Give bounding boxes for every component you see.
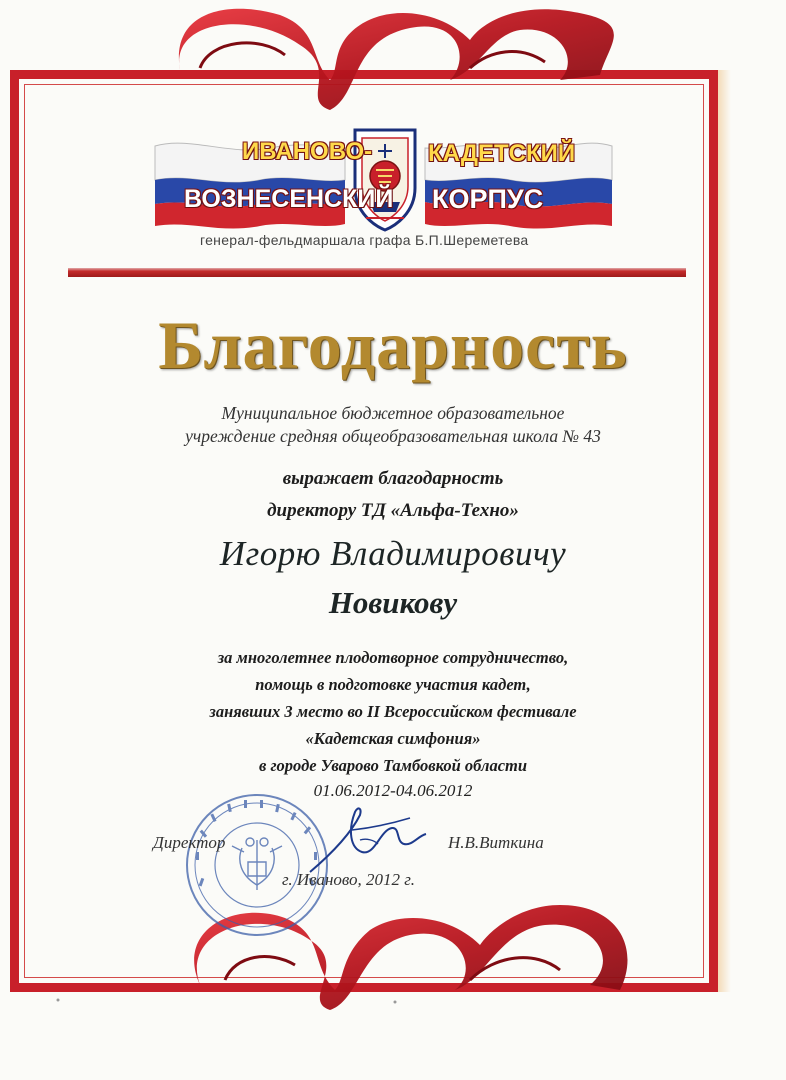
banner-kadetsky: КАДЕТСКИЙ (428, 140, 576, 167)
certificate-title: Благодарность (158, 307, 628, 383)
signature-label: Директор (153, 833, 226, 852)
organization-line-1: Муниципальное бюджетное образовательное (221, 403, 565, 423)
header-divider (68, 268, 686, 277)
banner-voznesensky: ВОЗНЕСЕНСКИЙ (184, 185, 394, 213)
reason-line-2: помощь в подготовке участия кадет, (255, 675, 531, 694)
recipient-position: директору ТД «Альфа-Техно» (267, 500, 519, 521)
recipient-name-last: Новикову (328, 585, 458, 620)
header-subtitle: генерал-фельдмаршала графа Б.П.Шереметева (200, 232, 529, 248)
handwritten-signature-icon (300, 800, 440, 880)
reason-line-3: занявших 3 место во II Всероссийском фестивале (209, 702, 577, 721)
reason-line-4: «Кадетская симфония» (305, 729, 481, 748)
reason-line-1: за многолетнее плодотворное сотрудничество, (217, 648, 569, 667)
event-dates: 01.06.2012-04.06.2012 (313, 781, 473, 800)
top-ribbon (179, 9, 614, 110)
signatory-name: Н.В.Виткина (448, 833, 544, 852)
banner-ivanovo: ИВАНОВО- (242, 138, 373, 165)
flag-icon (150, 118, 620, 240)
reason-line-5: в городе Уварово Тамбовкой области (258, 756, 528, 775)
recipient-name-first: Игорю Владимировичу (219, 534, 567, 573)
organization-line-2: учреждение средняя общеобразовательная школа № 43 (185, 426, 601, 446)
corps-emblem-banner (150, 118, 620, 240)
place-and-year: г. Иваново, 2012 г. (282, 870, 415, 889)
banner-korpus: КОРПУС (432, 184, 544, 214)
expresses-gratitude: выражает благодарность (282, 468, 504, 489)
